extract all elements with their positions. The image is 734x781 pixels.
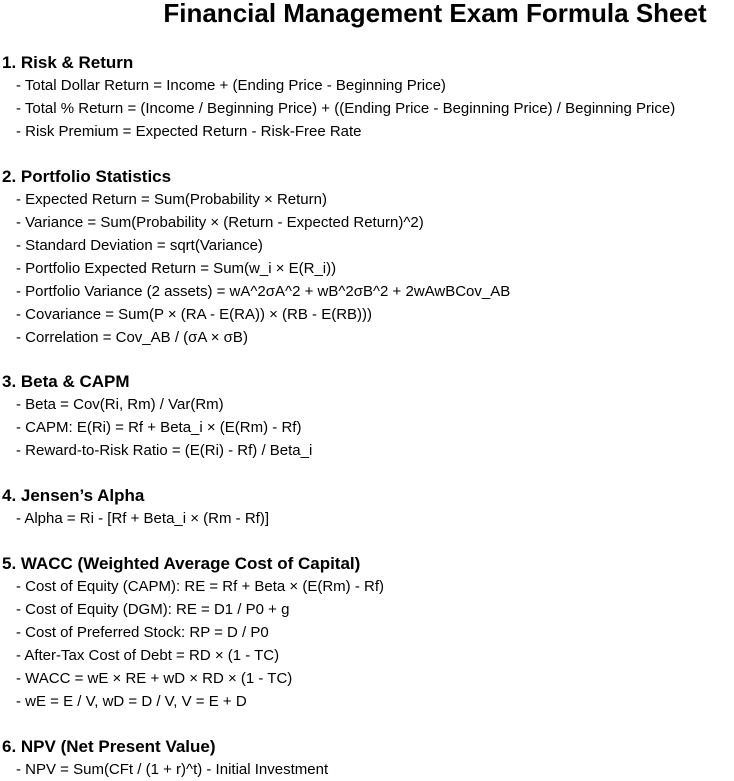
section-heading: 1. Risk & Return [2, 53, 134, 72]
section-heading: 6. NPV (Net Present Value) [2, 737, 216, 756]
formula-item: - Expected Return = Sum(Probability × Return) [16, 191, 327, 208]
formula-item: - Standard Deviation = sqrt(Variance) [16, 237, 263, 254]
formula-item: - Reward-to-Risk Ratio = (E(Ri) - Rf) / Beta_i [16, 442, 313, 459]
section-npv [0, 735, 734, 781]
formula-item: - Total % Return = (Income / Beginning Price) + ((Ending Price - Beginning Price) / Beginning Price) [16, 100, 676, 117]
section-heading: 4. Jensen’s Alpha [2, 486, 145, 505]
section-risk-return [0, 51, 734, 143]
formula-item: - Alpha = Ri - [Rf + Beta_i × (Rm - Rf)] [16, 510, 269, 527]
formula-item: - Risk Premium = Expected Return - Risk-Free Rate [16, 123, 362, 140]
formula-item: - CAPM: E(Ri) = Rf + Beta_i × (E(Rm) - Rf) [16, 419, 302, 436]
formula-item: - Covariance = Sum(P × (RA - E(RA)) × (RB - E(RB))) [16, 306, 373, 323]
section-wacc [0, 552, 734, 713]
formula-item: - wE = E / V, wD = D / V, V = E + D [16, 693, 247, 710]
formula-item: - Correlation = Cov_AB / (σA × σB) [16, 329, 248, 346]
formula-item: - Portfolio Expected Return = Sum(w_i × E(R_i)) [16, 260, 337, 277]
formula-item: - Portfolio Variance (2 assets) = wA^2σA^2 + wB^2σB^2 + 2wAwBCov_AB [16, 283, 511, 300]
section-heading: 5. WACC (Weighted Average Cost of Capital) [2, 554, 361, 573]
page-title: Financial Management Exam Formula Sheet [163, 0, 707, 28]
formula-item: - NPV = Sum(CFt / (1 + r)^t) - Initial Investment [16, 761, 329, 778]
section-heading: 2. Portfolio Statistics [2, 167, 172, 186]
section-portfolio-statistics [0, 165, 734, 349]
section-jensens-alpha [0, 484, 734, 530]
formula-item: - After-Tax Cost of Debt = RD × (1 - TC) [16, 647, 280, 664]
section-heading: 3. Beta & CAPM [2, 372, 130, 391]
formula-item: - Total Dollar Return = Income + (Ending Price - Beginning Price) [16, 77, 446, 94]
formula-item: - Beta = Cov(Ri, Rm) / Var(Rm) [16, 396, 224, 413]
formula-item: - WACC = wE × RE + wD × RD × (1 - TC) [16, 670, 293, 687]
formula-item: - Cost of Preferred Stock: RP = D / P0 [16, 624, 269, 641]
section-beta-capm [0, 370, 734, 462]
formula-item: - Variance = Sum(Probability × (Return - Expected Return)^2) [16, 214, 424, 231]
formula-item: - Cost of Equity (CAPM): RE = Rf + Beta × (E(Rm) - Rf) [16, 578, 384, 595]
formula-item: - Cost of Equity (DGM): RE = D1 / P0 + g [16, 601, 290, 618]
